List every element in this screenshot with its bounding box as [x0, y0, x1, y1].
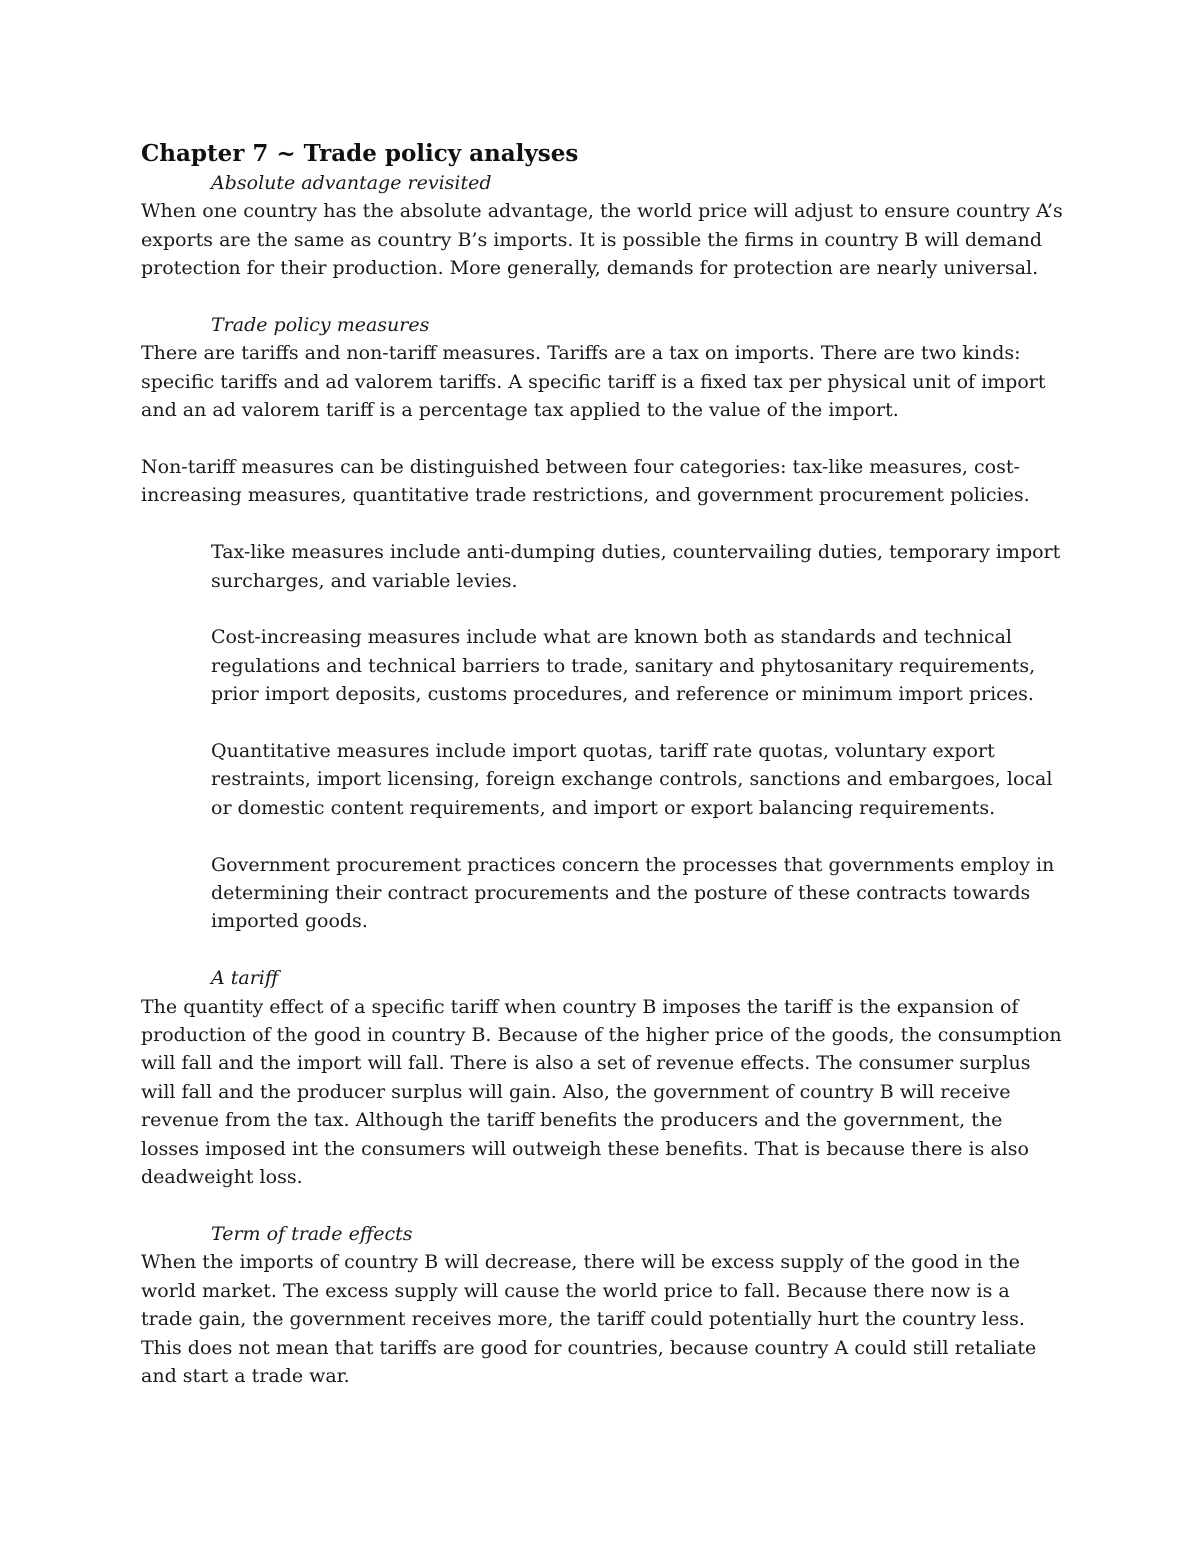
spacer [141, 283, 1066, 311]
document-body [141, 139, 1066, 1390]
spacer [141, 510, 1066, 538]
spacer [141, 595, 1066, 623]
section-heading-trade-policy-measures: Trade policy measures [211, 314, 430, 337]
paragraph: When one country has the absolute advantage, the world price will adjust to ensure country A’s exports are the same as country B’s imports. It is possible the firms in country B will demand protection for their production. More generally, demands for protection are nearly universal. [141, 200, 1063, 280]
paragraph: There are tariffs and non-tariff measures. Tariffs are a tax on imports. There are two kinds: specific tariffs and ad valorem tariffs. A specific tariff is a fixed tax per physical unit of import and an ad valorem tariff is a percentage tax applied to the value of the import. [141, 342, 1046, 422]
spacer [141, 936, 1066, 964]
section-heading-a-tariff: A tariff [211, 967, 279, 990]
paragraph: Non-tariff measures can be distinguished between four categories: tax-like measures, cost-increasing measures, quantitative trade restrictions, and government procurement policies. [141, 456, 1030, 507]
spacer [141, 1192, 1066, 1220]
section-heading-term-of-trade-effects: Term of trade effects [211, 1222, 413, 1245]
section-heading-absolute-advantage: Absolute advantage revisited [211, 172, 492, 194]
chapter-title: Chapter 7 ~ Trade policy analyses [141, 140, 579, 167]
paragraph: The quantity effect of a specific tariff when country B imposes the tariff is the expansion of production of the good in country B. Because of the higher price of the goods, the consumption will fall and the import will fall. There is also a set of revenue effects. The consumer surplus will fall and the producer surplus will gain. Also, the government of country B will receive revenue from the tax. Although the tariff benefits the producers and the government, the losses imposed int the consumers will outweigh these benefits. That is because there is also deadweight loss. [141, 995, 1062, 1189]
spacer [141, 709, 1066, 737]
spacer [141, 822, 1066, 850]
indented-paragraph-quantitative: Quantitative measures include import quotas, tariff rate quotas, voluntary export restraints, import licensing, foreign exchange controls, sanctions and embargoes, local or domestic content requirements, and import or export balancing requirements. [211, 740, 1053, 819]
indented-paragraph-government-procurement: Government procurement practices concern the processes that governments employ in determining their contract procurements and the posture of these contracts towards imported goods. [211, 853, 1055, 933]
spacer [141, 425, 1066, 453]
paragraph: When the imports of country B will decrease, there will be excess supply of the good in the world market. The excess supply will cause the world price to fall. Because there now is a trade gain, the government receives more, the tariff could potentially hurt the country less. This does not mean that tariffs are good for countries, because country A could still retaliate and start a trade war. [141, 1251, 1037, 1387]
indented-paragraph-cost-increasing: Cost-increasing measures include what are known both as standards and technical regulations and technical barriers to trade, sanitary and phytosanitary requirements, prior import deposits, customs procedures, and reference or minimum import prices. [211, 626, 1036, 706]
indented-paragraph-tax-like: Tax-like measures include anti-dumping duties, countervailing duties, temporary import surcharges, and variable levies. [211, 541, 1061, 592]
